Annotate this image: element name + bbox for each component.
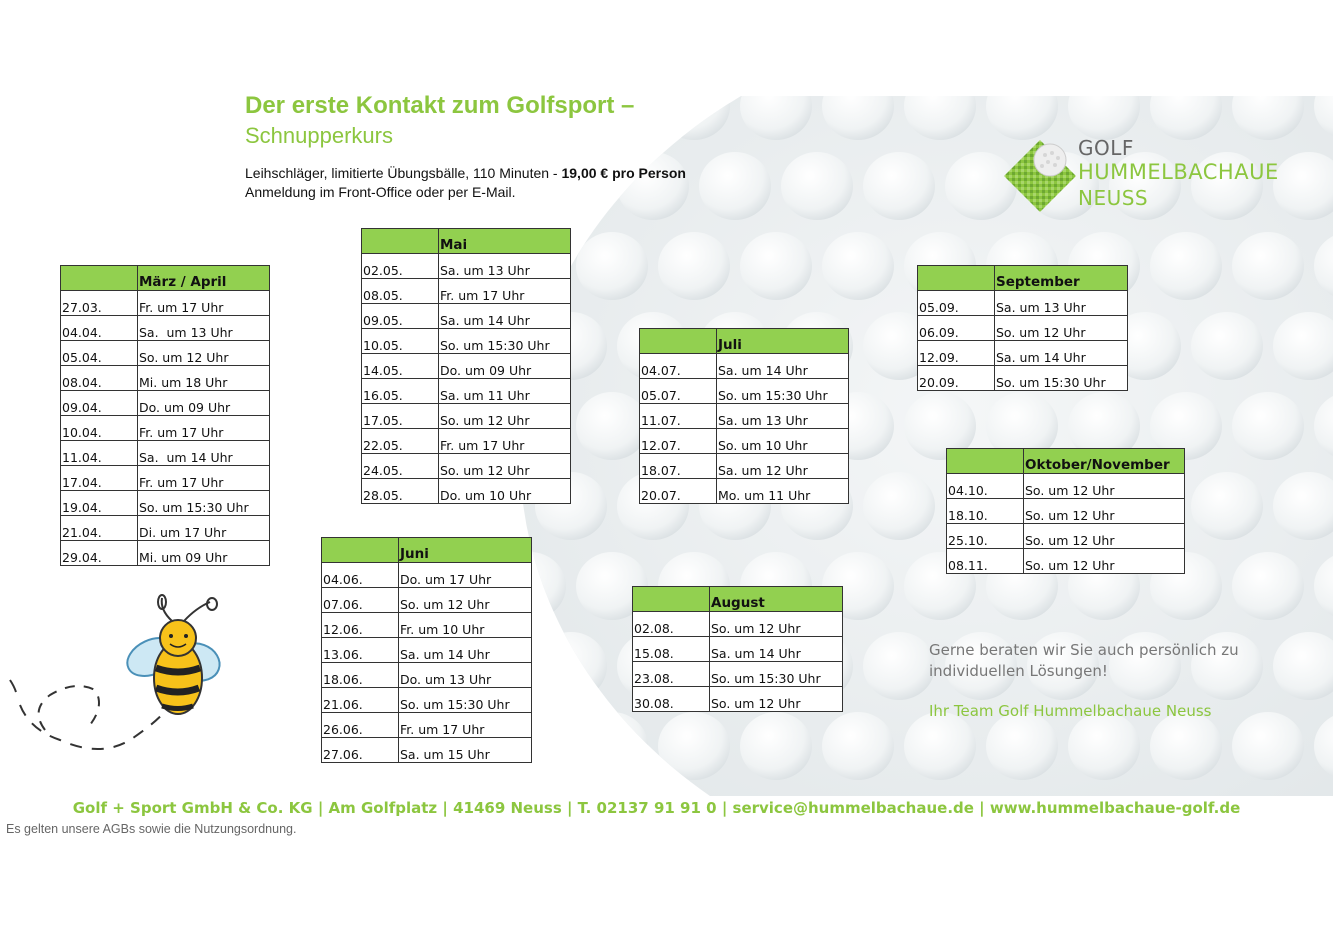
registration-line: Anmeldung im Front-Office oder per E-Mail. [245, 184, 516, 200]
ball-dimple [1232, 552, 1304, 620]
table-header-row [322, 538, 532, 563]
table-header-row [633, 587, 843, 612]
date-cell: 17.05. [362, 404, 439, 429]
header-empty-cell [362, 229, 439, 254]
table-row [633, 612, 843, 637]
date-cell: 13.06. [322, 638, 399, 663]
logo-line-golf: GOLF [1078, 136, 1134, 160]
table-row [633, 687, 843, 712]
ball-dimple [576, 232, 648, 300]
table-row [947, 499, 1185, 524]
header-empty-cell [61, 266, 138, 291]
ball-dimple [1191, 472, 1263, 540]
date-cell: 14.05. [362, 354, 439, 379]
table-row [362, 379, 571, 404]
time-cell: Mi. um 09 Uhr [138, 541, 270, 566]
date-cell: 15.08. [633, 637, 710, 662]
header-empty-cell [322, 538, 399, 563]
time-cell: So. um 10 Uhr [717, 429, 849, 454]
logo-icon [1000, 136, 1080, 216]
table-row [322, 738, 532, 763]
schedule-table-august [632, 586, 843, 712]
date-cell: 20.09. [918, 366, 995, 391]
table-row [61, 516, 270, 541]
table-row [918, 316, 1128, 341]
date-cell: 22.05. [362, 429, 439, 454]
time-cell: Mi. um 18 Uhr [138, 366, 270, 391]
time-cell: Do. um 09 Uhr [138, 391, 270, 416]
table-row [61, 391, 270, 416]
date-cell: 09.05. [362, 304, 439, 329]
header-empty-cell [633, 587, 710, 612]
date-cell: 08.05. [362, 279, 439, 304]
table-row [61, 466, 270, 491]
bee-icon [0, 590, 240, 770]
table-row [640, 479, 849, 504]
table-header-month: März / April [138, 266, 270, 291]
ball-dimple [986, 712, 1058, 780]
schedule-table-oktober-november [946, 448, 1185, 574]
schedule-table-maerz-april [60, 265, 270, 566]
header-empty-cell [918, 266, 995, 291]
ball-dimple [1232, 232, 1304, 300]
table-row [322, 663, 532, 688]
date-cell: 27.03. [61, 291, 138, 316]
ball-dimple [781, 152, 853, 220]
date-cell: 30.08. [633, 687, 710, 712]
date-cell: 28.05. [362, 479, 439, 504]
time-cell: Sa. um 13 Uhr [138, 316, 270, 341]
table-header-row [362, 229, 571, 254]
time-cell: Sa. um 15 Uhr [399, 738, 532, 763]
table-row [947, 549, 1185, 574]
time-cell: So. um 15:30 Uhr [399, 688, 532, 713]
date-cell: 12.07. [640, 429, 717, 454]
table-row [61, 491, 270, 516]
table-header-row [918, 266, 1128, 291]
table-row [362, 254, 571, 279]
logo [1000, 136, 1300, 216]
table-header-month: Juli [717, 329, 849, 354]
time-cell: Fr. um 17 Uhr [138, 416, 270, 441]
ball-dimple [822, 232, 894, 300]
date-cell: 20.07. [640, 479, 717, 504]
time-cell: Sa. um 14 Uhr [717, 354, 849, 379]
table-row [362, 404, 571, 429]
table-row [947, 524, 1185, 549]
ball-dimple [863, 152, 935, 220]
time-cell: Sa. um 13 Uhr [995, 291, 1128, 316]
ball-dimple [576, 392, 648, 460]
schedule-table-juni [321, 537, 532, 763]
ball-dimple [617, 152, 689, 220]
date-cell: 16.05. [362, 379, 439, 404]
date-cell: 27.06. [322, 738, 399, 763]
table-row [61, 366, 270, 391]
ball-dimple [863, 472, 935, 540]
table-row [61, 341, 270, 366]
time-cell: So. um 12 Uhr [439, 454, 571, 479]
time-cell: Sa. um 14 Uhr [399, 638, 532, 663]
table-row [640, 454, 849, 479]
table-row [322, 713, 532, 738]
time-cell: Sa. um 13 Uhr [439, 254, 571, 279]
time-cell: So. um 12 Uhr [1024, 474, 1185, 499]
time-cell: Fr. um 17 Uhr [439, 429, 571, 454]
date-cell: 05.07. [640, 379, 717, 404]
table-row [322, 688, 532, 713]
table-row [640, 404, 849, 429]
time-cell: So. um 12 Uhr [1024, 524, 1185, 549]
ball-dimple [699, 152, 771, 220]
ball-dimple [576, 712, 648, 780]
date-cell: 08.04. [61, 366, 138, 391]
date-cell: 21.04. [61, 516, 138, 541]
time-cell: Sa. um 14 Uhr [710, 637, 843, 662]
ball-dimple [658, 712, 730, 780]
offer-line [245, 165, 686, 181]
date-cell: 10.04. [61, 416, 138, 441]
ball-dimple [1068, 712, 1140, 780]
table-row [61, 416, 270, 441]
table-row [61, 291, 270, 316]
ball-dimple [740, 712, 812, 780]
ball-dimple [822, 712, 894, 780]
time-cell: So. um 12 Uhr [710, 612, 843, 637]
table-header-month: August [710, 587, 843, 612]
schedule-table-juli [639, 328, 849, 504]
time-cell: So. um 12 Uhr [1024, 549, 1185, 574]
table-row [362, 429, 571, 454]
date-cell: 04.10. [947, 474, 1024, 499]
ball-dimple [1150, 712, 1222, 780]
date-cell: 11.04. [61, 441, 138, 466]
ball-dimple [1232, 712, 1304, 780]
time-cell: So. um 12 Uhr [710, 687, 843, 712]
date-cell: 02.05. [362, 254, 439, 279]
time-cell: Fr. um 17 Uhr [439, 279, 571, 304]
time-cell: So. um 12 Uhr [995, 316, 1128, 341]
ball-dimple [1150, 232, 1222, 300]
table-row [322, 563, 532, 588]
ball-dimple [904, 712, 976, 780]
date-cell: 05.04. [61, 341, 138, 366]
terms-note: Es gelten unsere AGBs sowie die Nutzungsordnung. [6, 822, 297, 836]
table-row [918, 341, 1128, 366]
date-cell: 29.04. [61, 541, 138, 566]
date-cell: 23.08. [633, 662, 710, 687]
date-cell: 26.06. [322, 713, 399, 738]
ball-dimple [1232, 392, 1304, 460]
time-cell: Sa. um 12 Uhr [717, 454, 849, 479]
table-row [362, 454, 571, 479]
time-cell: Do. um 09 Uhr [439, 354, 571, 379]
offer-price: 19,00 € pro Person [561, 165, 686, 181]
time-cell: Do. um 17 Uhr [399, 563, 532, 588]
time-cell: Fr. um 10 Uhr [399, 613, 532, 638]
table-header-month: September [995, 266, 1128, 291]
table-header-row [947, 449, 1185, 474]
table-row [362, 479, 571, 504]
table-row [322, 638, 532, 663]
date-cell: 04.07. [640, 354, 717, 379]
time-cell: So. um 15:30 Uhr [439, 329, 571, 354]
footer-contact [0, 799, 1333, 817]
table-row [61, 441, 270, 466]
ball-dimple [658, 232, 730, 300]
table-header-month: Mai [439, 229, 571, 254]
table-row [633, 637, 843, 662]
schedule-table-mai [361, 228, 571, 504]
table-header-month: Juni [399, 538, 532, 563]
logo-line-hummelbachaue: HUMMELBACHAUE [1078, 160, 1279, 184]
table-row [633, 662, 843, 687]
table-row [61, 541, 270, 566]
time-cell: Do. um 13 Uhr [399, 663, 532, 688]
time-cell: So. um 15:30 Uhr [710, 662, 843, 687]
date-cell: 06.09. [918, 316, 995, 341]
table-row [640, 354, 849, 379]
date-cell: 17.04. [61, 466, 138, 491]
ball-dimple [863, 632, 935, 700]
table-header-month: Oktober/November [1024, 449, 1185, 474]
date-cell: 19.04. [61, 491, 138, 516]
date-cell: 21.06. [322, 688, 399, 713]
time-cell: Sa. um 11 Uhr [439, 379, 571, 404]
date-cell: 07.06. [322, 588, 399, 613]
table-header-row [640, 329, 849, 354]
header-empty-cell [947, 449, 1024, 474]
time-cell: Sa. um 14 Uhr [439, 304, 571, 329]
date-cell: 04.06. [322, 563, 399, 588]
time-cell: Do. um 10 Uhr [439, 479, 571, 504]
table-row [947, 474, 1185, 499]
date-cell: 25.10. [947, 524, 1024, 549]
date-cell: 12.06. [322, 613, 399, 638]
time-cell: Sa. um 14 Uhr [995, 341, 1128, 366]
time-cell: Di. um 17 Uhr [138, 516, 270, 541]
time-cell: Fr. um 17 Uhr [138, 466, 270, 491]
header-empty-cell [640, 329, 717, 354]
table-row [362, 304, 571, 329]
logo-line-neuss: NEUSS [1078, 186, 1149, 210]
date-cell: 02.08. [633, 612, 710, 637]
date-cell: 18.10. [947, 499, 1024, 524]
time-cell: So. um 12 Uhr [439, 404, 571, 429]
time-cell: Mo. um 11 Uhr [717, 479, 849, 504]
date-cell: 11.07. [640, 404, 717, 429]
ball-dimple [1191, 312, 1263, 380]
table-row [640, 379, 849, 404]
ball-dimple [535, 632, 607, 700]
date-cell: 18.07. [640, 454, 717, 479]
schedule-table-september [917, 265, 1128, 391]
table-row [918, 366, 1128, 391]
table-row [918, 291, 1128, 316]
time-cell: So. um 12 Uhr [1024, 499, 1185, 524]
offer-text: Leihschläger, limitierte Übungsbälle, 110 Minuten - [245, 165, 562, 181]
table-row [362, 279, 571, 304]
date-cell: 04.04. [61, 316, 138, 341]
date-cell: 10.05. [362, 329, 439, 354]
table-row [362, 329, 571, 354]
page-subtitle: Schnupperkurs [245, 123, 393, 148]
team-signature: Ihr Team Golf Hummelbachaue Neuss [929, 702, 1212, 720]
date-cell: 18.06. [322, 663, 399, 688]
time-cell: Fr. um 17 Uhr [399, 713, 532, 738]
table-row [322, 613, 532, 638]
time-cell: So. um 12 Uhr [399, 588, 532, 613]
table-row [640, 429, 849, 454]
time-cell: Fr. um 17 Uhr [138, 291, 270, 316]
table-header-row [61, 266, 270, 291]
table-row [61, 316, 270, 341]
table-row [322, 588, 532, 613]
advice-text: Gerne beraten wir Sie auch persönlich zu individuellen Lösungen! [929, 641, 1239, 680]
ball-dimple [740, 232, 812, 300]
date-cell: 12.09. [918, 341, 995, 366]
date-cell: 05.09. [918, 291, 995, 316]
footer-contact-text: Golf + Sport GmbH & Co. KG | Am Golfplatz | 41469 Neuss | T. 02137 91 91 0 | service@hummelbachaue.de | www.hummelbachaue-golf.de [72, 799, 1241, 817]
time-cell: Sa. um 13 Uhr [717, 404, 849, 429]
date-cell: 24.05. [362, 454, 439, 479]
page-title: Der erste Kontakt zum Golfsport – [245, 92, 635, 119]
time-cell: So. um 15:30 Uhr [138, 491, 270, 516]
time-cell: Sa. um 14 Uhr [138, 441, 270, 466]
time-cell: So. um 12 Uhr [138, 341, 270, 366]
time-cell: So. um 15:30 Uhr [995, 366, 1128, 391]
date-cell: 08.11. [947, 549, 1024, 574]
table-row [362, 354, 571, 379]
date-cell: 09.04. [61, 391, 138, 416]
ball-dimple [535, 152, 607, 220]
time-cell: So. um 15:30 Uhr [717, 379, 849, 404]
